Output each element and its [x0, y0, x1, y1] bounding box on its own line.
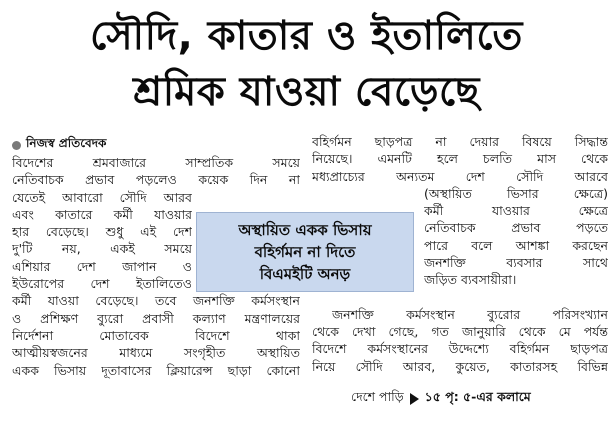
continuation-reference[interactable]: ১৫ পৃ: ৫-এর কলামে	[424, 389, 531, 404]
pull-quote-line-2: বহির্গমন না দিতে	[254, 243, 356, 261]
right-line-8: জনশক্তি ব্যবসার সাথে	[424, 255, 608, 271]
headline-line-1: সৌদি, কাতার ও ইতালিতে	[90, 13, 523, 59]
triangle-pointer-icon	[410, 393, 419, 405]
byline	[12, 135, 106, 155]
right-line-7: পারে বলে আশঙ্কা করছেন	[424, 237, 608, 253]
left-line-7: এশিয়ার দেশ জাপান ও	[12, 258, 192, 274]
left-line-12: আত্মীয়স্বজনের মাধ্যমে সংগৃহীত অস্থায়িত	[12, 345, 300, 361]
left-line-11: নির্দেশনা মোতাবেক বিদেশে থাকা	[12, 327, 300, 343]
byline-bullet-icon	[12, 141, 21, 150]
right-line-5: কর্মী যাওয়ার ক্ষেত্রে	[424, 203, 608, 219]
left-line-6: দু'টি নয়, একই সময়ে	[12, 241, 192, 257]
right-line-3: মধ্যপ্রাচ্যের অন্যতম দেশ সৌদি আরবে	[312, 168, 608, 184]
right-line-13: নিয়ে সৌদি আরব, কুয়েত, কাতারসহ বিভিন্ন	[312, 358, 608, 374]
headline-line-2: শ্রমিক যাওয়া বেড়েছে	[133, 69, 480, 115]
continuation-note	[351, 389, 531, 409]
pull-quote-box	[196, 212, 414, 292]
left-line-9: কর্মী যাওয়া বেড়েছে। তবে জনশক্তি কর্মসংস্থান	[12, 293, 300, 309]
right-line-4: (অস্থায়িত ভিসার ক্ষেত্রে)	[424, 185, 608, 201]
left-line-10: ও প্রশিক্ষণ ব্যুরো প্রবাসী কল্যাণ মন্ত্রণালয়ের	[12, 310, 300, 326]
pull-quote-line-3: বিএমইটি অনড়	[259, 265, 351, 283]
left-line-4: এবং কাতারে কর্মী যাওয়ার	[12, 206, 192, 222]
right-line-12: বিদেশে কর্মসংস্থানের উদ্দেশ্যে বহির্গমন ছাড়পত্র	[312, 341, 608, 357]
right-line-2: নিয়েছে। এমনটি হলে চলতি মাস থেকে	[312, 151, 608, 167]
left-line-2: নেতিবাচক প্রভাব পড়লেও কয়েক দিন না	[12, 172, 300, 188]
right-line-11: থেকে দেখা গেছে, গত জানুয়ারি থেকে মে পর্যন্ত	[312, 323, 608, 339]
left-line-8: ইউরোপের দেশ ইতালিতেও	[12, 276, 192, 292]
byline-text: নিজস্ব প্রতিবেদক	[26, 136, 107, 150]
left-line-3: যেতেই আবারো সৌদি আরব	[12, 189, 192, 205]
right-line-9: জড়িত ব্যবসায়ীরা।	[424, 272, 517, 288]
left-line-13: একক ভিসায় দূতাবাসের ক্লিয়ারেন্স ছাড়া কোনো	[12, 362, 300, 378]
right-line-10: জনশক্তি কর্মসংস্থান ব্যুরোর পরিসংখ্যান	[332, 306, 608, 322]
continuation-lead: দেশে পাড়ি	[351, 389, 404, 404]
right-line-6: নেতিবাচক প্রভাব পড়তে	[424, 220, 608, 236]
left-line-1: বিদেশের শ্রমবাজারে সাম্প্রতিক সময়ে	[12, 155, 300, 170]
right-line-1: বহির্গমন ছাড়পত্র না দেয়ার বিষয়ে সিদ্ধান্ত	[312, 134, 608, 149]
left-line-5: হার বেড়েছে। শুধু এই দেশ	[12, 224, 192, 240]
pull-quote-line-1: অস্থায়িত একক ভিসায়	[238, 221, 372, 239]
